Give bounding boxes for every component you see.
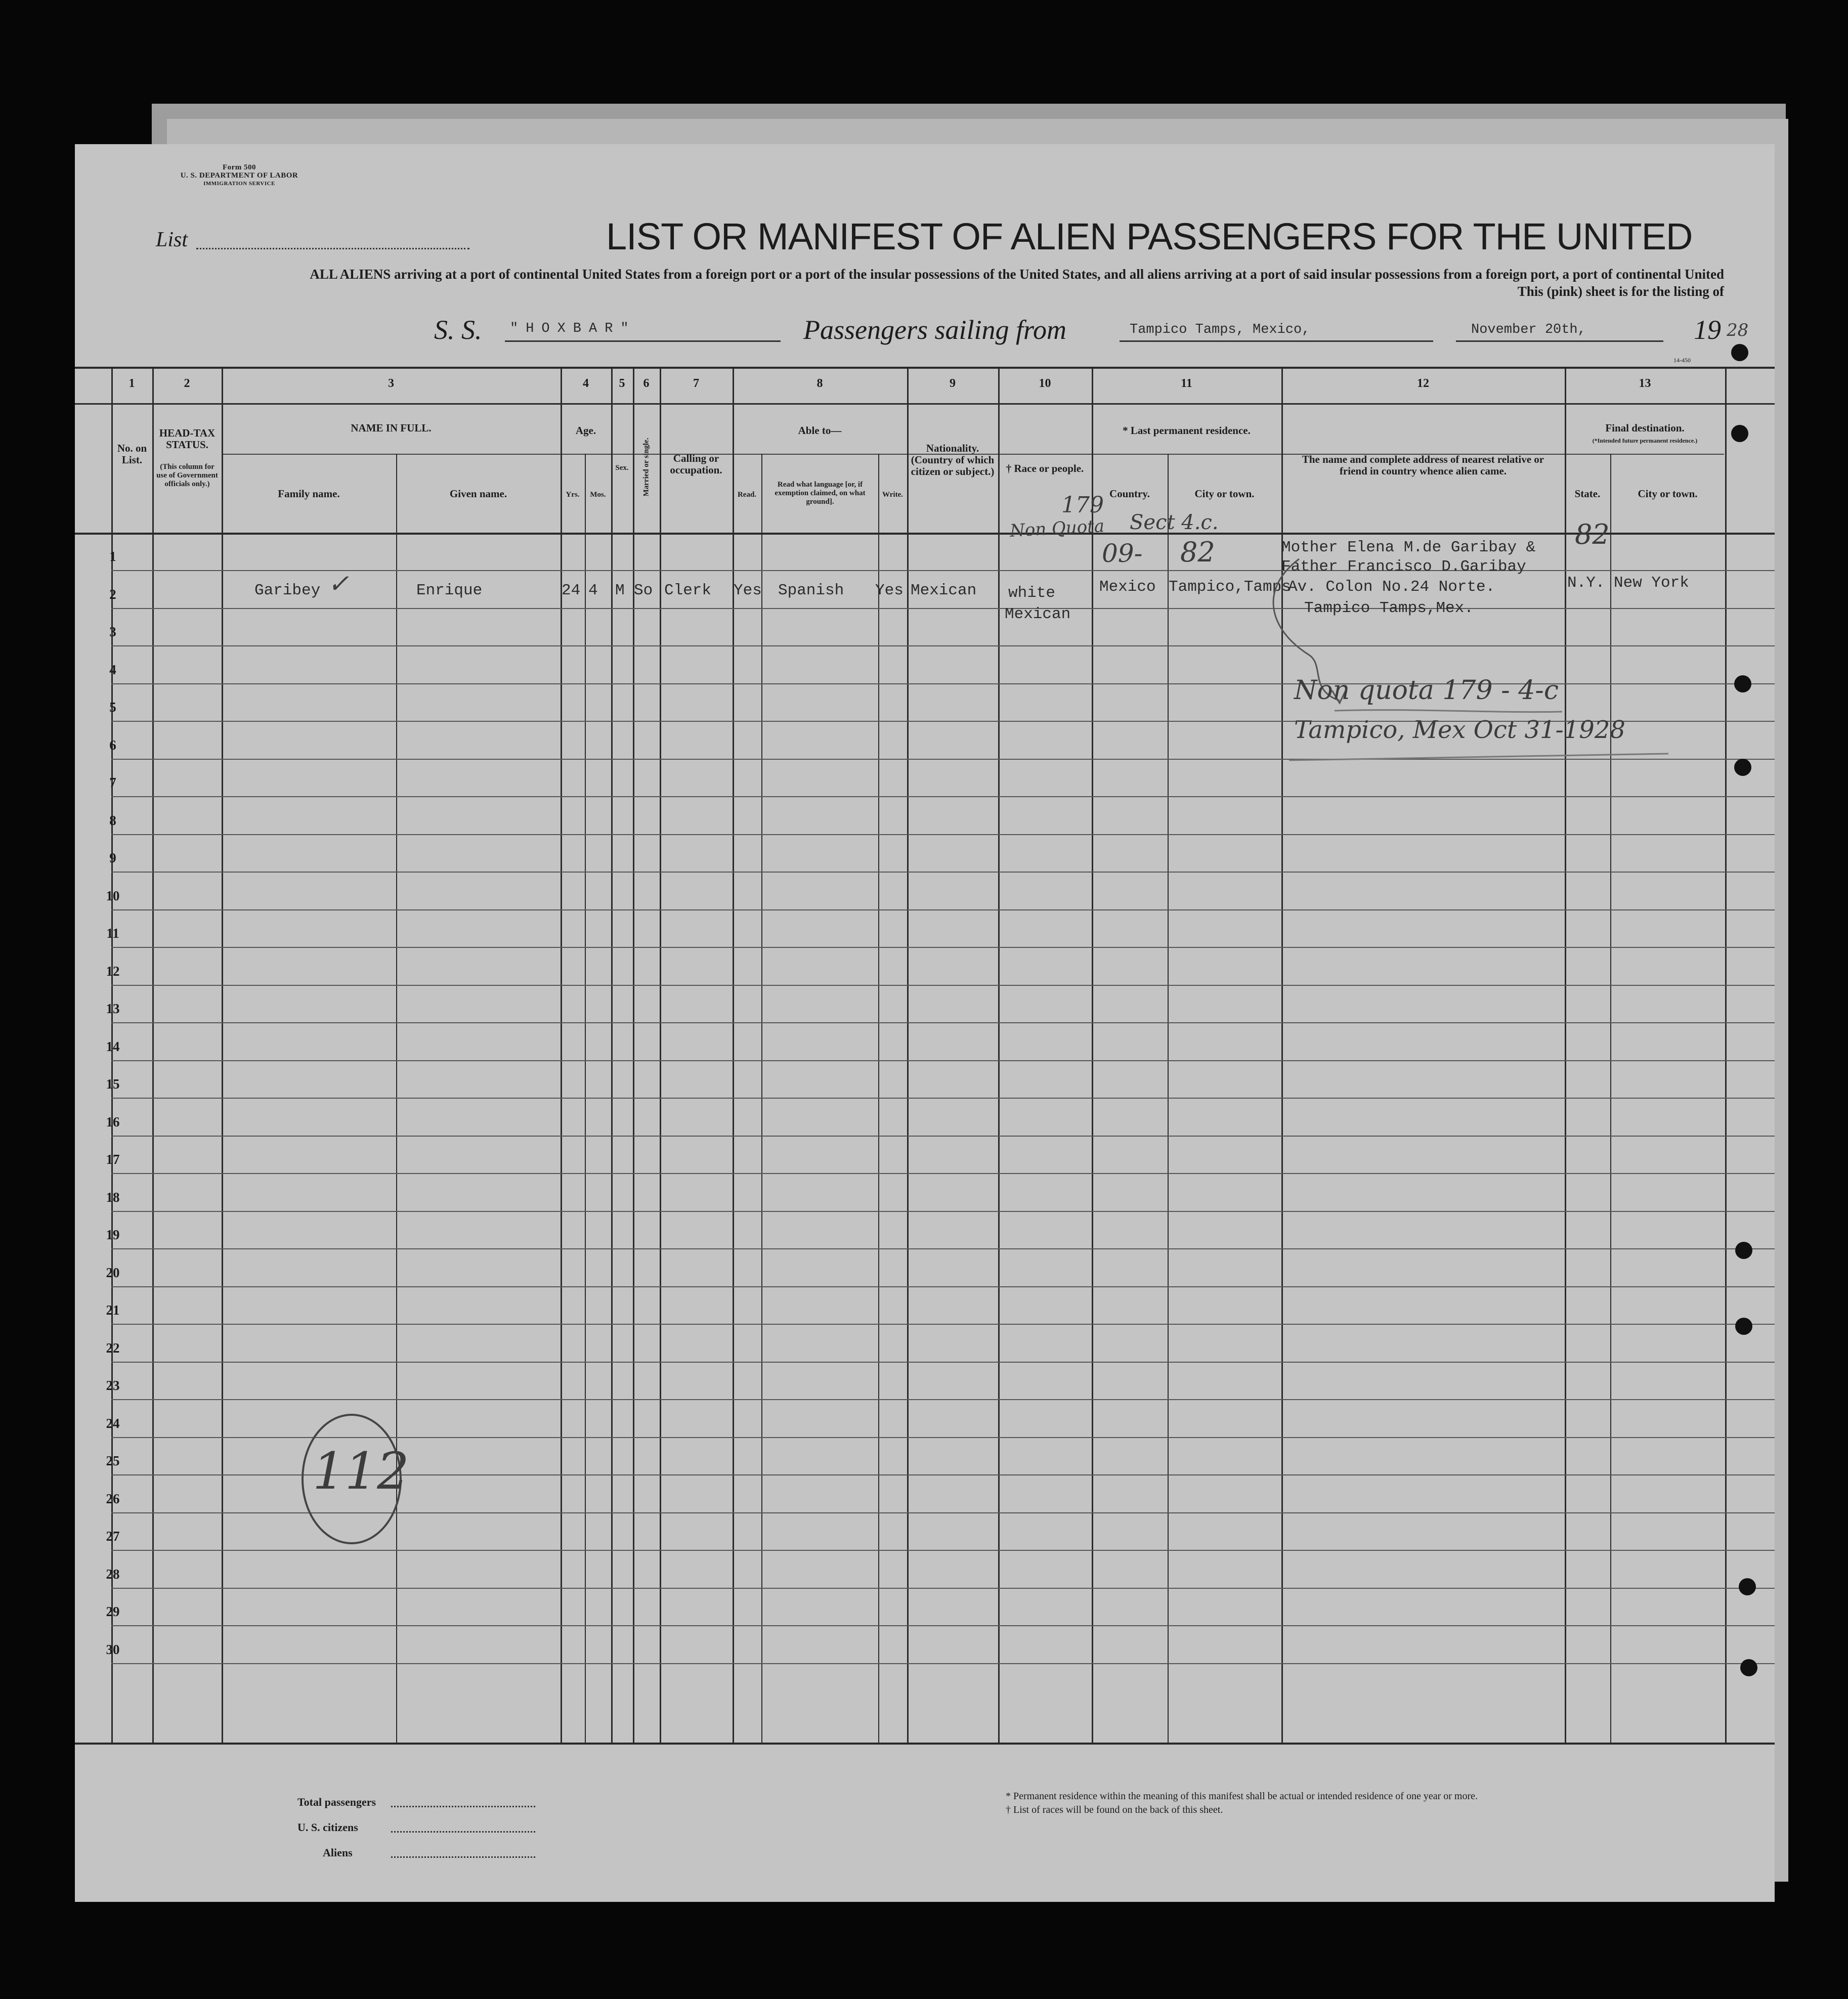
row-number: 26	[106, 1491, 120, 1506]
row-line	[111, 909, 1775, 910]
row-number: 11	[106, 926, 119, 941]
row-line	[111, 985, 1775, 986]
header-relative: The name and complete address of nearest relative or friend in country whence alien came.	[1302, 453, 1544, 477]
binder-hole	[1734, 759, 1751, 776]
read-cell: Yes	[734, 582, 762, 599]
header-head-tax-note: (This column for use of Government officials only.)	[156, 463, 218, 488]
total-passengers-label: Total passengers	[297, 1796, 376, 1808]
binder-hole	[1731, 425, 1748, 442]
visa-note-line1: Non quota 179 - 4-c	[1294, 675, 1559, 706]
header-able-to: Able to—	[798, 424, 842, 437]
column-line	[660, 367, 661, 1743]
marital-cell: So	[634, 582, 653, 599]
column-number: 9	[950, 377, 956, 390]
row-number: 21	[106, 1302, 120, 1318]
dest-state-cell: N.Y.	[1567, 574, 1605, 592]
header-nationality: Nationality. (Country of which citizen or subject.)	[911, 442, 995, 477]
row-line	[111, 1362, 1775, 1363]
binder-hole	[1731, 344, 1748, 361]
binder-hole	[1734, 675, 1751, 692]
header-no-on-list: No. on List.	[117, 442, 147, 466]
row-line	[111, 834, 1775, 835]
column-number: 1	[128, 377, 135, 390]
header-last-residence: * Last permanent residence.	[1123, 424, 1251, 437]
header-write: Write.	[882, 491, 903, 499]
race-cell-line1: white	[1008, 584, 1056, 602]
annotation-179: 179	[1061, 492, 1104, 518]
row-number: 18	[106, 1189, 120, 1205]
column-line	[611, 367, 613, 1743]
aliens-line	[391, 1856, 535, 1858]
footnote-races: † List of races will be found on the back of this sheet.	[1006, 1804, 1223, 1815]
header-name-in-full: NAME IN FULL.	[351, 422, 432, 434]
header-yrs: Yrs.	[566, 491, 580, 499]
header-married: Married or single.	[642, 438, 651, 497]
column-number: 4	[583, 377, 589, 390]
ship-name-line	[505, 340, 781, 342]
write-cell: Yes	[875, 582, 904, 599]
row-number: 28	[106, 1566, 120, 1582]
list-label: List	[156, 228, 188, 251]
row-line	[111, 796, 1775, 797]
us-citizens-line	[391, 1831, 535, 1833]
date-line	[1456, 340, 1663, 342]
column-number: 11	[1181, 377, 1192, 390]
row-line	[111, 1663, 1775, 1664]
manifest-table	[75, 367, 1775, 1750]
row-number: 8	[109, 812, 116, 828]
column-number: 3	[388, 377, 394, 390]
header-given-name: Given name.	[449, 488, 507, 500]
page-title: LIST OR MANIFEST OF ALIEN PASSENGERS FOR THE UNITED	[606, 215, 1693, 257]
annotation-82-destination: 82	[1575, 518, 1610, 550]
row-number: 6	[109, 737, 116, 753]
check-mark: ✓	[328, 569, 349, 598]
visa-note-underline	[1289, 753, 1668, 761]
row-number: 23	[106, 1378, 120, 1393]
given-name-cell: Enrique	[416, 582, 483, 599]
row-line	[111, 1173, 1775, 1174]
header-sex: Sex.	[615, 464, 629, 472]
form-code: 14-450	[1673, 357, 1691, 364]
header-family-name: Family name.	[278, 488, 340, 500]
column-number: 6	[643, 377, 650, 390]
row-number: 17	[106, 1152, 120, 1167]
table-top-border	[75, 367, 1775, 369]
instruction-line-2: This (pink) sheet is for the listing of	[1517, 284, 1724, 299]
header-read-language: Read what language [or, if exemption claimed, on what ground].	[775, 481, 866, 506]
nationality-cell: Mexican	[911, 582, 977, 599]
row-number: 4	[109, 662, 116, 677]
footnote-residence: * Permanent residence within the meaning of this manifest shall be actual or intended residence of one year or more.	[1006, 1791, 1478, 1802]
row-line	[111, 1625, 1775, 1626]
row-number: 30	[106, 1641, 120, 1657]
column-line	[733, 367, 734, 1743]
sailing-date: November 20th,	[1471, 322, 1586, 337]
age-years-cell: 24	[562, 582, 581, 599]
column-line	[907, 367, 909, 1743]
instructions	[267, 266, 1724, 300]
row-line	[111, 1211, 1775, 1212]
country-cell: Mexico	[1099, 578, 1156, 596]
row-number: 2	[109, 586, 116, 602]
column-number: 13	[1639, 377, 1651, 390]
header-city: City or town.	[1194, 488, 1255, 500]
row-number: 9	[109, 850, 116, 865]
annotation-section: Sect 4.c.	[1130, 511, 1219, 534]
department-name: U. S. DEPARTMENT OF LABOR	[180, 171, 298, 180]
column-line	[998, 367, 1000, 1743]
language-cell: Spanish	[778, 582, 844, 599]
column-line	[633, 367, 634, 1743]
header-age: Age.	[575, 424, 596, 437]
row-number: 27	[106, 1529, 120, 1544]
row-number: 24	[106, 1415, 120, 1431]
header-dest-city: City or town.	[1638, 488, 1698, 500]
row-number: 16	[106, 1114, 120, 1129]
row-number: 22	[106, 1340, 120, 1356]
column-number: 7	[693, 377, 699, 390]
row-line	[111, 1324, 1775, 1325]
row-line	[111, 1136, 1775, 1137]
row-number: 5	[109, 700, 116, 715]
row-line	[111, 1248, 1775, 1249]
column-number: 12	[1417, 377, 1429, 390]
total-passengers-line	[391, 1806, 535, 1807]
city-cell: Tampico,Tamps	[1169, 578, 1291, 596]
row-line	[111, 1399, 1775, 1400]
row-line	[111, 1588, 1775, 1589]
row-number: 25	[106, 1453, 120, 1468]
column-number: 5	[619, 377, 625, 390]
relative-line4: Tampico Tamps,Mex.	[1304, 599, 1474, 617]
row-number: 20	[106, 1265, 120, 1280]
sex-cell: M	[615, 582, 625, 599]
table-bottom-border	[75, 1743, 1775, 1745]
visa-note-line2: Tampico, Mex Oct 31-1928	[1294, 716, 1625, 744]
header-read: Read.	[737, 491, 757, 499]
annotation-09: 09-	[1102, 539, 1143, 568]
column-number-divider	[75, 403, 1775, 405]
row-line	[111, 1060, 1775, 1061]
column-line	[1725, 367, 1727, 1743]
row-line	[111, 1022, 1775, 1023]
header-country: Country.	[1109, 488, 1150, 500]
binder-hole	[1740, 1659, 1757, 1676]
row-number: 12	[106, 963, 120, 979]
aliens-label: Aliens	[323, 1846, 353, 1859]
race-cell-line2: Mexican	[1005, 605, 1071, 623]
header-mos: Mos.	[590, 491, 606, 499]
relative-line2: Father Francisco D.Garibay	[1281, 558, 1526, 576]
row-line	[111, 1098, 1775, 1099]
column-number: 2	[184, 377, 190, 390]
circled-number-text: 112	[313, 1442, 409, 1501]
relative-line3: Av. Colon No.24 Norte.	[1288, 578, 1495, 596]
form-number: Form 500	[222, 163, 256, 171]
voyage-line	[358, 316, 1775, 346]
manifest-sheet	[75, 144, 1775, 1902]
sailing-port: Tampico Tamps, Mexico,	[1130, 322, 1310, 337]
service-name: IMMIGRATION SERVICE	[203, 181, 275, 187]
list-number-line	[196, 248, 469, 249]
header-final-destination-note: (*Intended future permanent residence.)	[1592, 437, 1698, 444]
instruction-line-1: ALL ALIENS arriving at a port of continental United States from a foreign port or a port of the insular possessions of the United States, and all aliens arriving at a port of said insular possessions from a foreign port, a port of continental United	[310, 267, 1724, 282]
age-months-cell: 4	[588, 582, 598, 599]
column-line	[1092, 367, 1093, 1743]
row-number: 10	[106, 888, 120, 903]
column-number: 8	[816, 377, 823, 390]
year-suffix: 28	[1727, 320, 1749, 340]
row-number: 1	[109, 549, 116, 564]
form-header	[174, 163, 305, 188]
row-number: 15	[106, 1076, 120, 1092]
row-line	[111, 759, 1775, 760]
sailing-label: Passengers sailing from	[803, 315, 1067, 345]
header-state: State.	[1574, 488, 1601, 500]
row-number: 3	[109, 624, 116, 639]
row-line	[111, 947, 1775, 948]
column-line	[222, 367, 223, 1743]
dest-city-cell: New York	[1614, 574, 1689, 592]
row-line	[111, 1550, 1775, 1551]
column-line	[561, 367, 562, 1743]
relative-line1: Mother Elena M.de Garibay &	[1281, 539, 1536, 556]
row-number: 14	[106, 1038, 120, 1054]
family-name-cell: Garibey	[254, 582, 321, 599]
header-head-tax: HEAD-TAX STATUS.	[159, 427, 216, 451]
header-race: † Race or people.	[1006, 462, 1084, 474]
annotation-82-residence: 82	[1180, 536, 1215, 568]
header-final-destination: Final destination.	[1605, 422, 1685, 434]
row-number: 29	[106, 1604, 120, 1619]
annotation-non-quota: Non Quota	[1009, 516, 1105, 541]
port-line	[1120, 340, 1433, 342]
year-prefix: 19	[1694, 315, 1721, 345]
column-number: 10	[1039, 377, 1051, 390]
row-line	[111, 872, 1775, 873]
row-number: 7	[109, 775, 116, 790]
ship-name: "HOXBAR"	[510, 321, 636, 336]
binder-hole	[1739, 1578, 1756, 1595]
us-citizens-label: U. S. citizens	[297, 1821, 358, 1834]
binder-hole	[1735, 1318, 1752, 1335]
binder-hole	[1735, 1242, 1752, 1259]
ss-label: S. S.	[434, 315, 482, 345]
occupation-cell: Clerk	[664, 582, 712, 599]
header-calling: Calling or occupation.	[670, 452, 722, 476]
row-number: 19	[106, 1227, 120, 1242]
column-line	[152, 367, 154, 1743]
row-number: 13	[106, 1001, 120, 1016]
row-line	[111, 1286, 1775, 1287]
